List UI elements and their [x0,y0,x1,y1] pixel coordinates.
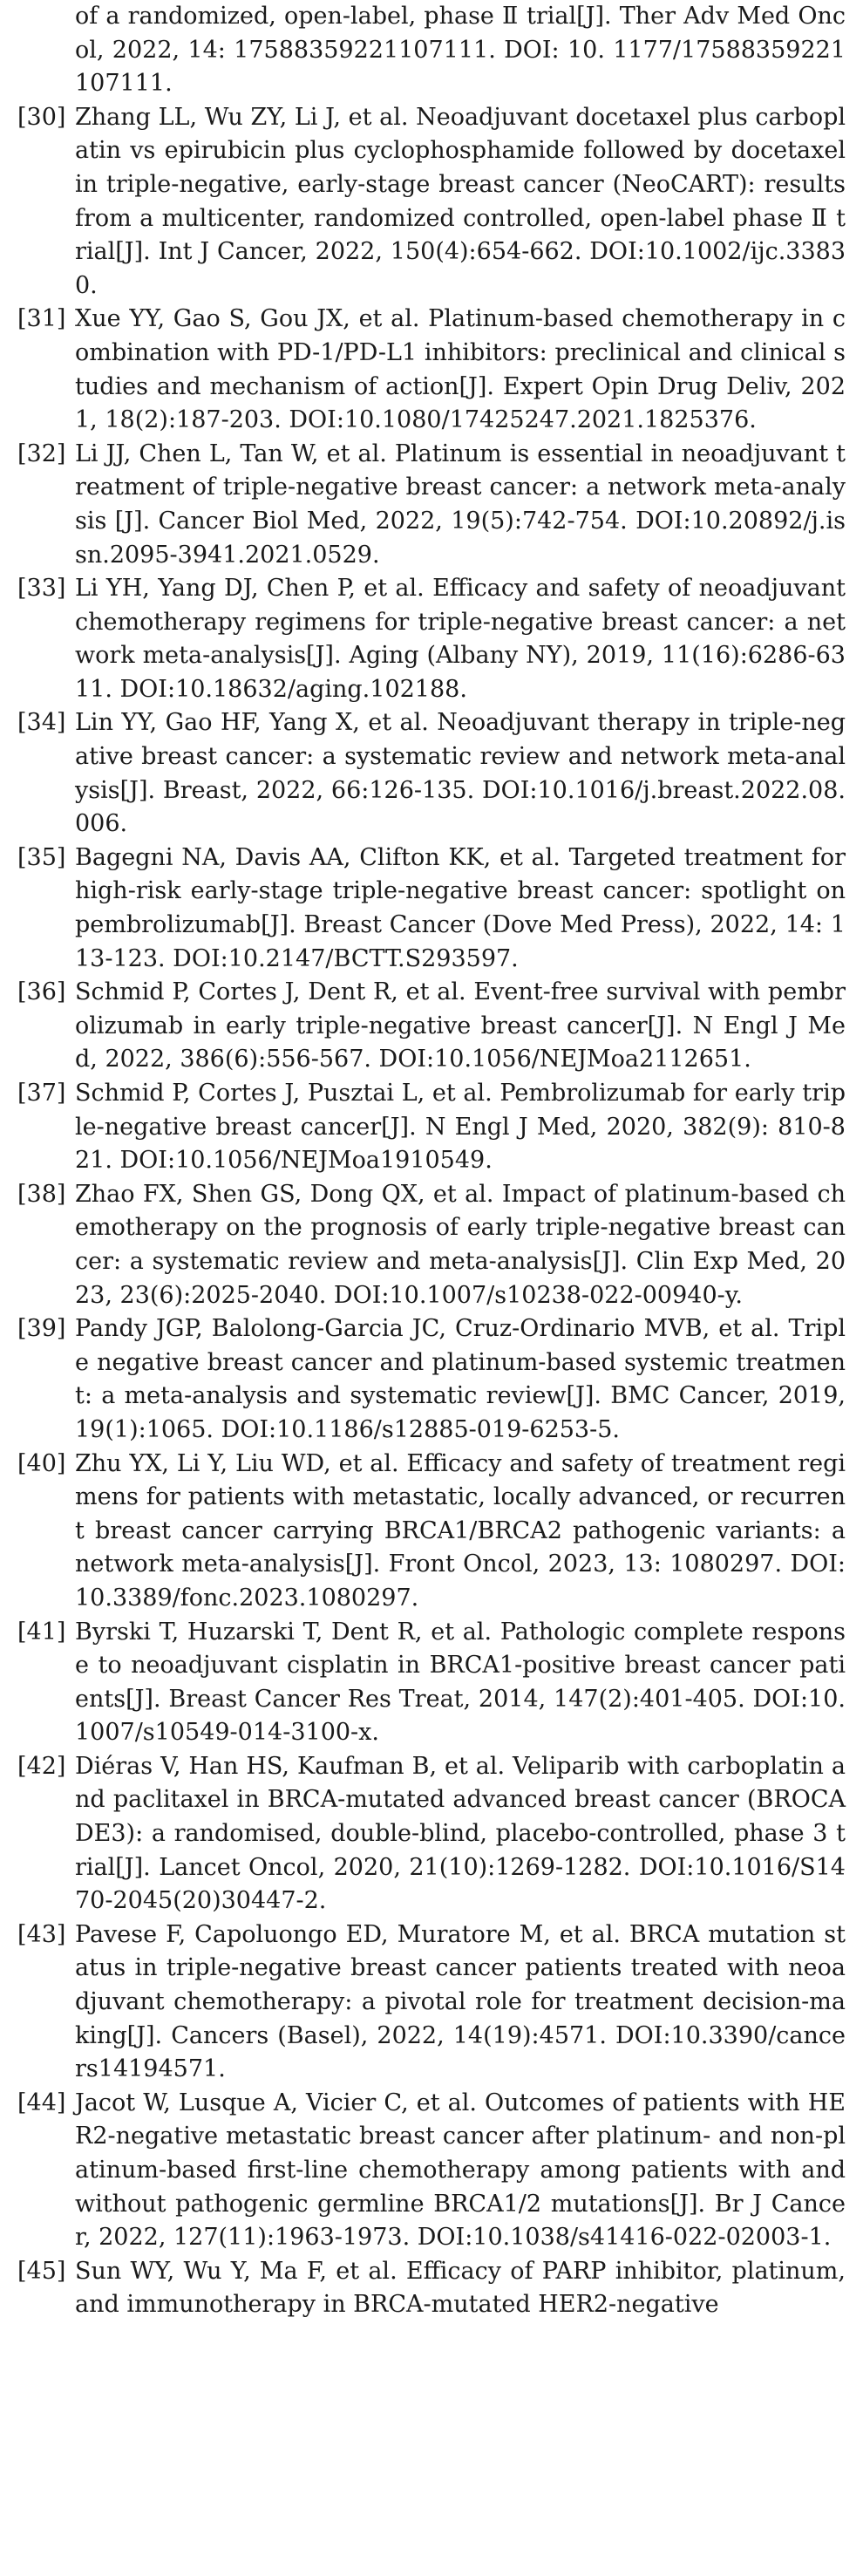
reference-list [17,0,846,2322]
reference-text: Schmid P, Cortes J, Pusztai L, et al. Pembrolizumab for early triple-negative breast cancer[J]. N Engl J Med, 2020, 382(9): 810-821. DOI:10.1056/NEJMoa1910549. [75,1080,846,1175]
reference-number: [34] [17,709,66,737]
reference-text: of a randomized, open-label, phase Ⅱ trial[J]. Ther Adv Med Oncol, 2022, 14: 17588359221107111. DOI: 10. 1177/17588359221107111. [75,3,846,98]
reference-entry [17,101,846,303]
reference-text: Zhu YX, Li Y, Liu WD, et al. Efficacy and safety of treatment regimens for patients with metastatic, locally advanced, or recurrent breast cancer carrying BRCA1/BRCA2 pathogenic variants: a network meta-analysis[J]. Front Oncol, 2023, 13: 1080297. DOI:10.3389/fonc.2023.1080297. [75,1449,846,1612]
reference-number: [41] [17,1618,66,1646]
reference-number: [45] [17,2257,66,2285]
reference-number: [42] [17,1752,66,1780]
reference-text: Lin YY, Gao HF, Yang X, et al. Neoadjuvant therapy in triple-negative breast cancer: a systematic review and network meta-analysis[J]. Breast, 2022, 66:126-135. DOI:10.1016/j.breast.2022.08.006. [75,709,846,838]
reference-text: Bagegni NA, Davis AA, Clifton KK, et al. Targeted treatment for high-risk early-stage triple-negative breast cancer: spotlight on pembrolizumab[J]. Breast Cancer (Dove Med Press), 2022, 14: 113-123. DOI:10.2147/BCTT.S293597. [75,843,846,972]
reference-entry [17,438,846,572]
reference-text: Schmid P, Cortes J, Dent R, et al. Event-free survival with pembrolizumab in early triple-negative breast cancer[J]. N Engl J Med, 2022, 386(6):556-567. DOI:10.1056/NEJMoa2112651. [75,978,846,1073]
reference-text: Zhang LL, Wu ZY, Li J, et al. Neoadjuvant docetaxel plus carboplatin vs epirubicin plus cyclophosphamide followed by docetaxel in triple-negative, early-stage breast cancer (NeoCART): results from a multicenter, randomized controlled, open-label phase Ⅱ trial[J]. Int J Cancer, 2022, 150(4):654-662. DOI:10.1002/ijc.33830. [75,103,846,299]
reference-text: Diéras V, Han HS, Kaufman B, et al. Veliparib with carboplatin and paclitaxel in BRCA-mutated advanced breast cancer (BROCADE3): a randomised, double-blind, placebo-controlled, phase 3 trial[J]. Lancet Oncol, 2020, 21(10):1269-1282. DOI:10.1016/S1470-2045(20)30447-2. [75,1752,846,1915]
reference-entry [17,1312,846,1447]
reference-entry [17,303,846,437]
reference-number: [43] [17,1920,66,1948]
reference-entry [17,1918,846,2087]
reference-number: [38] [17,1180,66,1208]
reference-entry [17,1178,846,1312]
reference-text: Li YH, Yang DJ, Chen P, et al. Efficacy and safety of neoadjuvant chemotherapy regimens for triple-negative breast cancer: a network meta-analysis[J]. Aging (Albany NY), 2019, 11(16):6286-6311. DOI:10.18632/aging.102188. [75,575,846,703]
reference-number: [32] [17,440,66,467]
reference-number: [33] [17,575,66,603]
reference-number: [37] [17,1080,66,1107]
reference-entry [17,1616,846,1750]
reference-text: Li JJ, Chen L, Tan W, et al. Platinum is essential in neoadjuvant treatment of triple-negative breast cancer: a network meta-analysis [J]. Cancer Biol Med, 2022, 19(5):742-754. DOI:10.20892/j.issn.2095-3941.2021.0529. [75,440,846,569]
reference-text: Zhao FX, Shen GS, Dong QX, et al. Impact of platinum-based chemotherapy on the prognosis of early triple-negative breast cancer: a systematic review and meta-analysis[J]. Clin Exp Med, 2023, 23(6):2025-2040. DOI:10.1007/s10238-022-00940-y. [75,1180,846,1309]
reference-text: Byrski T, Huzarski T, Dent R, et al. Pathologic complete response to neoadjuvant cisplatin in BRCA1-positive breast cancer patients[J]. Breast Cancer Res Treat, 2014, 147(2):401-405. DOI:10.1007/s10549-014-3100-x. [75,1618,846,1747]
reference-number: [36] [17,978,66,1006]
reference-entry [17,1750,846,1918]
reference-entry [17,572,846,706]
reference-number: [44] [17,2089,66,2116]
reference-entry [17,2087,846,2255]
reference-entry [17,1448,846,1616]
reference-text: Sun WY, Wu Y, Ma F, et al. Efficacy of PARP inhibitor, platinum, and immunotherapy in BRCA-mutated HER2-negative [75,2257,846,2319]
reference-number: [40] [17,1449,66,1477]
reference-entry [17,0,846,101]
reference-number: [35] [17,843,66,871]
reference-entry [17,2255,846,2322]
reference-text: Jacot W, Lusque A, Vicier C, et al. Outcomes of patients with HER2-negative metastatic breast cancer after platinum- and non-platinum-based first-line chemotherapy among patients with and without pathogenic germline BRCA1/2 mutations[J]. Br J Cancer, 2022, 127(11):1963-1973. DOI:10.1038/s41416-022-02003-1. [75,2089,846,2252]
reference-text: Pavese F, Capoluongo ED, Muratore M, et al. BRCA mutation status in triple-negative breast cancer patients treated with neoadjuvant chemotherapy: a pivotal role for treatment decision-making[J]. Cancers (Basel), 2022, 14(19):4571. DOI:10.3390/cancers14194571. [75,1920,846,2083]
reference-number: [30] [17,103,66,131]
reference-number: [31] [17,305,66,333]
reference-entry [17,706,846,841]
reference-text: Xue YY, Gao S, Gou JX, et al. Platinum-based chemotherapy in combination with PD-1/PD-L1 inhibitors: preclinical and clinical studies and mechanism of action[J]. Expert Opin Drug Deliv, 2021, 18(2):187-203. DOI:10.1080/17425247.2021.1825376. [75,305,846,434]
reference-entry [17,976,846,1077]
reference-text: Pandy JGP, Balolong-Garcia JC, Cruz-Ordinario MVB, et al. Triple negative breast cancer and platinum-based systemic treatment: a meta-analysis and systematic review[J]. BMC Cancer, 2019, 19(1):1065. DOI:10.1186/s12885-019-6253-5. [75,1315,846,1443]
reference-entry [17,1077,846,1178]
reference-number: [39] [17,1315,66,1343]
reference-entry [17,842,846,976]
